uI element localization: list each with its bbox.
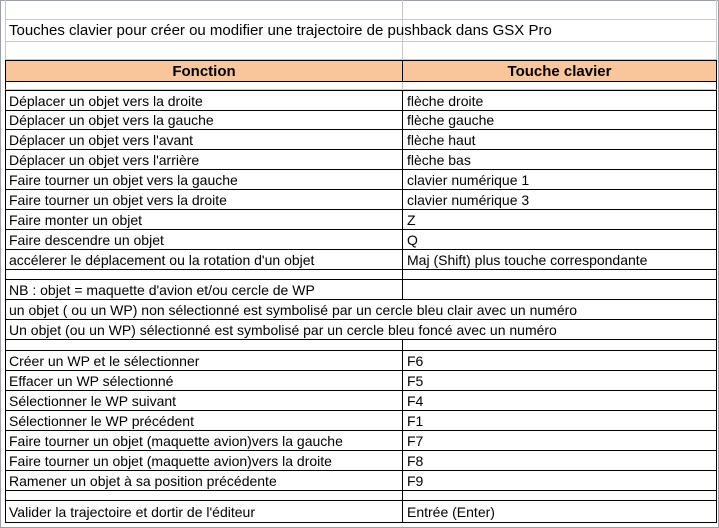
touche-cell[interactable]: F5 xyxy=(403,371,717,391)
note-row xyxy=(5,300,717,320)
table-row xyxy=(5,431,717,451)
table-row xyxy=(5,210,717,230)
fonction-cell[interactable]: Déplacer un objet vers la droite xyxy=(5,91,403,111)
touche-cell[interactable]: flèche bas xyxy=(403,150,717,170)
touche-cell[interactable]: flèche droite xyxy=(403,91,717,111)
table-row xyxy=(5,170,717,190)
cell[interactable] xyxy=(5,0,403,20)
fonction-cell[interactable]: Valider la trajectoire et dortir de l'éditeur xyxy=(5,501,403,523)
touche-cell[interactable]: F7 xyxy=(403,431,717,451)
table-row xyxy=(5,351,717,371)
cell[interactable] xyxy=(403,340,717,351)
blank-row xyxy=(5,82,717,90)
title-row xyxy=(5,20,717,42)
cell[interactable] xyxy=(5,82,403,90)
fonction-cell[interactable]: Faire tourner un objet vers la gauche xyxy=(5,170,403,190)
fonction-cell[interactable]: Déplacer un objet vers la gauche xyxy=(5,110,403,130)
touche-cell[interactable]: flèche gauche xyxy=(403,110,717,130)
touche-cell[interactable]: F4 xyxy=(403,391,717,411)
cell[interactable] xyxy=(403,280,717,300)
blank-row xyxy=(5,491,717,501)
note-row xyxy=(5,320,717,340)
touche-cell[interactable]: Entrée (Enter) xyxy=(403,501,717,523)
cell[interactable] xyxy=(403,20,717,42)
blank-row xyxy=(5,340,717,351)
cell[interactable] xyxy=(5,340,403,351)
touche-cell[interactable]: Q xyxy=(403,230,717,250)
blank-row xyxy=(5,0,717,20)
table-row xyxy=(5,250,717,270)
fonction-cell[interactable]: Faire tourner un objet vers la droite xyxy=(5,190,403,210)
touche-cell[interactable]: F6 xyxy=(403,351,717,371)
table-row xyxy=(5,411,717,431)
cell[interactable] xyxy=(403,42,717,60)
fonction-cell[interactable]: Effacer un WP sélectionné xyxy=(5,371,403,391)
note-cell[interactable]: Un objet (ou un WP) sélectionné est symbolisé par un cercle bleu foncé avec un numéro xyxy=(5,320,717,340)
table-row xyxy=(5,501,717,523)
touche-cell[interactable]: clavier numérique 3 xyxy=(403,190,717,210)
touche-cell[interactable]: F1 xyxy=(403,411,717,431)
fonction-cell[interactable]: Faire monter un objet xyxy=(5,210,403,230)
touche-cell[interactable]: clavier numérique 1 xyxy=(403,170,717,190)
header-fonction[interactable]: Fonction xyxy=(5,60,403,82)
table-row xyxy=(5,391,717,411)
cell[interactable] xyxy=(403,491,717,501)
table-row xyxy=(5,471,717,491)
blank-row xyxy=(5,42,717,60)
touche-cell[interactable]: flèche haut xyxy=(403,130,717,150)
fonction-cell[interactable]: Créer un WP et le sélectionner xyxy=(5,351,403,371)
fonction-cell[interactable]: Faire descendre un objet xyxy=(5,230,403,250)
fonction-cell[interactable]: Déplacer un objet vers l'avant xyxy=(5,130,403,150)
touche-cell[interactable]: F8 xyxy=(403,451,717,471)
page-title[interactable]: Touches clavier pour créer ou modifier une trajectoire de pushback dans GSX Pro xyxy=(5,20,403,42)
fonction-cell[interactable]: Faire tourner un objet (maquette avion)vers la droite xyxy=(5,451,403,471)
table-row xyxy=(5,190,717,210)
note-row xyxy=(5,280,717,300)
table-row xyxy=(5,451,717,471)
touche-cell[interactable]: F9 xyxy=(403,471,717,491)
cell[interactable] xyxy=(5,42,403,60)
fonction-cell[interactable]: Déplacer un objet vers l'arrière xyxy=(5,150,403,170)
table-row xyxy=(5,110,717,130)
cell[interactable] xyxy=(403,82,717,90)
fonction-cell[interactable]: Faire tourner un objet (maquette avion)vers la gauche xyxy=(5,431,403,451)
note-cell[interactable]: un objet ( ou un WP) non sélectionné est symbolisé par un cercle bleu clair avec un numéro xyxy=(5,300,717,320)
note-cell[interactable]: NB : objet = maquette d'avion et/ou cercle de WP xyxy=(5,280,403,300)
fonction-cell[interactable]: Sélectionner le WP suivant xyxy=(5,391,403,411)
table-row xyxy=(5,230,717,250)
table-row xyxy=(5,150,717,170)
cell[interactable] xyxy=(403,0,717,20)
touche-cell[interactable]: Z xyxy=(403,210,717,230)
table-row xyxy=(5,130,717,150)
table-header xyxy=(5,60,717,82)
fonction-cell[interactable]: accélerer le déplacement ou la rotation d'un objet xyxy=(5,250,403,270)
table-row xyxy=(5,90,717,111)
table-row xyxy=(5,371,717,391)
fonction-cell[interactable]: Sélectionner le WP précédent xyxy=(5,411,403,431)
blank-row xyxy=(5,270,717,280)
cell[interactable] xyxy=(403,270,717,280)
touche-cell[interactable]: Maj (Shift) plus touche correspondante xyxy=(403,250,717,270)
header-touche[interactable]: Touche clavier xyxy=(403,60,717,82)
cell[interactable] xyxy=(5,491,403,501)
cell[interactable] xyxy=(5,270,403,280)
fonction-cell[interactable]: Ramener un objet à sa position précédente xyxy=(5,471,403,491)
